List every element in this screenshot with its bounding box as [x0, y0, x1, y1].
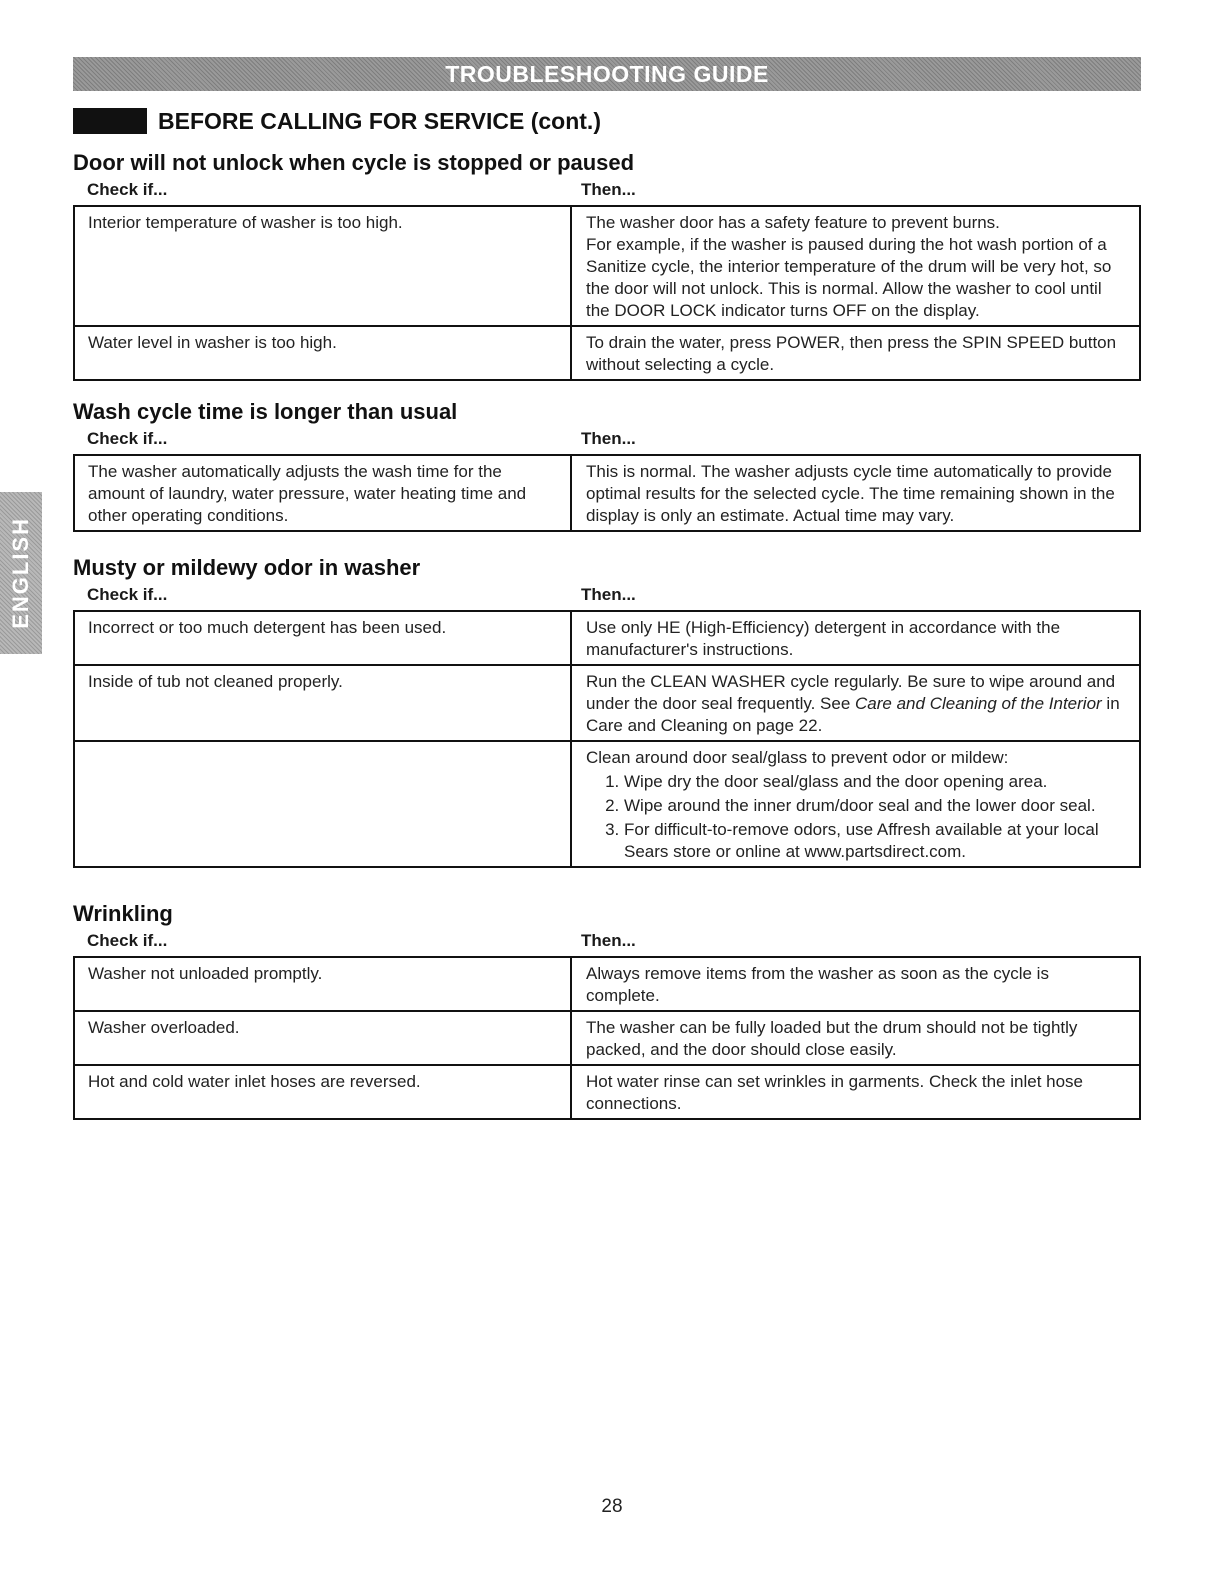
then-intro: Clean around door seal/glass to prevent odor or mildew:: [586, 748, 1009, 767]
check-if-header: Check if...: [87, 585, 168, 604]
cleaning-steps-list: [586, 771, 1127, 863]
check-cell: Inside of tub not cleaned properly.: [74, 665, 571, 741]
then-header: Then...: [581, 931, 636, 950]
check-cell: Washer overloaded.: [74, 1011, 571, 1065]
musty-table: [73, 610, 1141, 868]
check-cell: Washer not unloaded promptly.: [74, 957, 571, 1011]
table-row: [74, 326, 1140, 380]
wrinkling-section-title: Wrinkling: [73, 901, 173, 926]
table-row: [74, 957, 1140, 1011]
door-table: [73, 205, 1141, 381]
then-cell: [571, 206, 1140, 326]
wrinkling-table: [73, 956, 1141, 1120]
wash-cycle-section: [73, 398, 1141, 532]
table-row: [74, 611, 1140, 665]
then-text: Run the CLEAN WASHER cycle regularly. Be sure to wipe around and under the door seal frequently. See: [586, 672, 1116, 713]
door-unlock-section: [73, 149, 1141, 381]
check-cell: Interior temperature of washer is too high.: [74, 206, 571, 326]
banner-title: TROUBLESHOOTING GUIDE: [445, 60, 769, 87]
troubleshooting-banner: [73, 57, 1141, 91]
list-item: 1. Wipe dry the door seal/glass and the door opening area.: [624, 771, 1127, 793]
column-headers: [73, 930, 1141, 952]
table-row: [74, 1011, 1140, 1065]
column-headers: [73, 428, 1141, 450]
check-cell: Incorrect or too much detergent has been used.: [74, 611, 571, 665]
table-row: [74, 741, 1140, 867]
then-cell: This is normal. The washer adjusts cycle time automatically to provide optimal results for the selected cycle. The time remaining shown in the display is only an estimate. Actual time may vary.: [571, 455, 1140, 531]
check-cell: Water level in washer is too high.: [74, 326, 571, 380]
check-cell: The washer automatically adjusts the wash time for the amount of laundry, water pressure, water heating time and other operating conditions.: [74, 455, 571, 531]
table-row: [74, 455, 1140, 531]
column-headers: [73, 179, 1141, 201]
musty-section-title: Musty or mildewy odor in washer: [73, 555, 421, 580]
then-cell: To drain the water, press POWER, then press the SPIN SPEED button without selecting a cycle.: [571, 326, 1140, 380]
then-header: Then...: [581, 585, 636, 604]
then-cell: [571, 665, 1140, 741]
then-cell: Hot water rinse can set wrinkles in garments. Check the inlet hose connections.: [571, 1065, 1140, 1119]
wash-section-title: Wash cycle time is longer than usual: [73, 399, 458, 424]
then-line: For example, if the washer is paused during the hot wash portion of a Sanitize cycle, the interior temperature of the drum will be very hot, so the door will not unlock. This is normal. Allow the washer to cool until the DOOR LOCK indicator turns OFF on the display.: [586, 235, 1112, 320]
table-row: [74, 665, 1140, 741]
then-cell: The washer can be fully loaded but the drum should not be tightly packed, and the door should close easily.: [571, 1011, 1140, 1065]
check-cell-empty: [74, 741, 571, 867]
then-header: Then...: [581, 180, 636, 199]
table-row: [74, 1065, 1140, 1119]
check-if-header: Check if...: [87, 931, 168, 950]
column-headers: [73, 584, 1141, 606]
then-line: The washer door has a safety feature to prevent burns.: [586, 213, 1000, 232]
wrinkling-section: [73, 900, 1141, 1120]
side-tab-label: ENGLISH: [8, 517, 33, 629]
then-header: Then...: [581, 429, 636, 448]
then-cell: Always remove items from the washer as soon as the cycle is complete.: [571, 957, 1140, 1011]
list-item: 3. For difficult-to-remove odors, use Affresh available at your local Sears store or online at www.partsdirect.com.: [624, 819, 1127, 863]
check-cell: Hot and cold water inlet hoses are reversed.: [74, 1065, 571, 1119]
then-text: in Care and Cleaning on page 22.: [586, 694, 1120, 735]
musty-odor-section: [73, 554, 1141, 868]
wash-table: [73, 454, 1141, 532]
list-item: 2. Wipe around the inner drum/door seal and the lower door seal.: [624, 795, 1127, 817]
then-italic-reference: Care and Cleaning of the Interior: [855, 694, 1102, 713]
door-section-title: Door will not unlock when cycle is stopped or paused: [73, 150, 635, 175]
check-if-header: Check if...: [87, 180, 168, 199]
then-cell: [571, 741, 1140, 867]
language-side-tab: [0, 492, 42, 654]
check-if-header: Check if...: [87, 429, 168, 448]
section-title: BEFORE CALLING FOR SERVICE (cont.): [158, 107, 601, 134]
then-cell: Use only HE (High-Efficiency) detergent in accordance with the manufacturer's instructions.: [571, 611, 1140, 665]
table-row: [74, 206, 1140, 326]
section-heading: [73, 107, 601, 135]
heading-marker-bar: [73, 108, 147, 134]
page-number: 28: [601, 1496, 623, 1517]
